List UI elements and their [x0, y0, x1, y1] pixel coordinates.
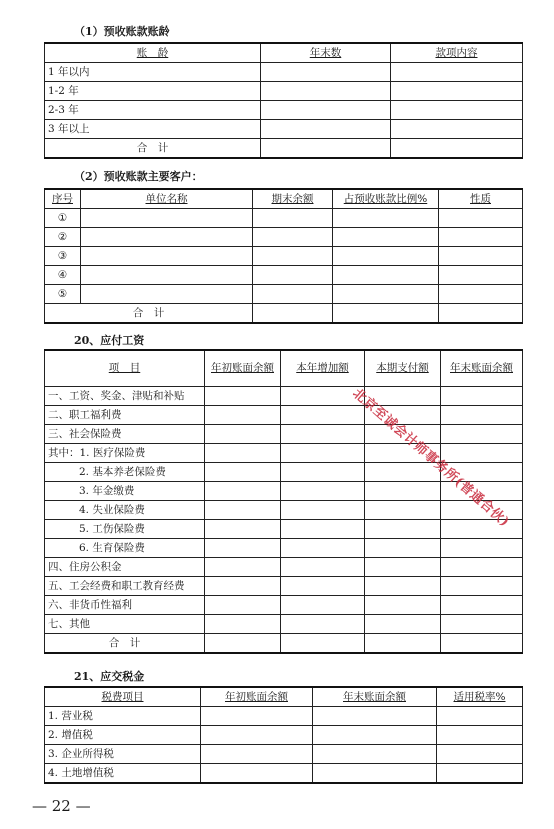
section-title-advance-aging: （1）预收账款账龄 — [74, 25, 170, 38]
page-number: — 22 — — [32, 797, 91, 815]
total-row: 合 计 — [45, 633, 523, 653]
table-row: ② — [45, 228, 523, 247]
table-row: 1-2 年 — [45, 82, 523, 101]
table-row: 1 年以内 — [45, 63, 523, 82]
table-row: 3. 企业所得税 — [45, 745, 523, 764]
total-row: 合 计 — [45, 139, 523, 159]
table-row: 1. 营业税 — [45, 707, 523, 726]
table-row: ③ — [45, 247, 523, 266]
section-title-taxes: 21、应交税金 — [74, 670, 145, 683]
table-row: 六、非货币性福利 — [45, 595, 523, 614]
section-title-advance-customers: （2）预收账款主要客户： — [74, 170, 203, 183]
table-row: ④ — [45, 266, 523, 285]
advance-customers-table: 序号 单位名称 期末余额 占预收账款比例% 性质 ① ② ③ ④ ⑤ 合 计 — [44, 188, 523, 324]
table-row: 4. 失业保险费 — [45, 500, 523, 519]
table-row: 2. 增值税 — [45, 726, 523, 745]
header-content: 款项内容 — [391, 43, 523, 63]
payroll-table: 项 目 年初账面余额 本年增加额 本期支付额 年末账面余额 一、工资、奖金、津贴和补贴 二、职工福利费 三、社会保险费 其中：1. 医疗保险费 2. 基本养老保险费 3. 年金缴费 4. 失业保险费 5. 工伤保险费 6. 生育保险费 四、住房公积金 五、工会经费和职工教育经费 六、非货币性福利 七、其他 合 计 — [44, 349, 523, 654]
section-title-payroll: 20、应付工资 — [74, 334, 145, 347]
taxes-table: 税费项目 年初账面余额 年末账面余额 适用税率% 1. 营业税 2. 增值税 3. 企业所得税 4. 土地增值税 — [44, 686, 523, 784]
table-row: 5. 工伤保险费 — [45, 519, 523, 538]
table-row: 一、工资、奖金、津贴和补贴 — [45, 386, 523, 405]
table-row: 三、社会保险费 — [45, 424, 523, 443]
header-year-end: 年末数 — [261, 43, 391, 63]
total-row: 合 计 — [45, 304, 523, 324]
table-row: 2. 基本养老保险费 — [45, 462, 523, 481]
table-row: 其中：1. 医疗保险费 — [45, 443, 523, 462]
table-row: 七、其他 — [45, 614, 523, 633]
firm-stamp: 北京至诚会计师事务所(普通合伙) — [349, 386, 513, 531]
header-aging: 账 龄 — [45, 43, 261, 63]
table-row: ⑤ — [45, 285, 523, 304]
table-row: 6. 生育保险费 — [45, 538, 523, 557]
table-row: 五、工会经费和职工教育经费 — [45, 576, 523, 595]
advance-aging-table — [44, 42, 523, 159]
table-row: 2-3 年 — [45, 101, 523, 120]
table-row: ① — [45, 209, 523, 228]
table-row: 4. 土地增值税 — [45, 764, 523, 784]
table-row: 四、住房公积金 — [45, 557, 523, 576]
table-row: 3. 年金缴费 — [45, 481, 523, 500]
table-row: 二、职工福利费 — [45, 405, 523, 424]
table-row: 3 年以上 — [45, 120, 523, 139]
